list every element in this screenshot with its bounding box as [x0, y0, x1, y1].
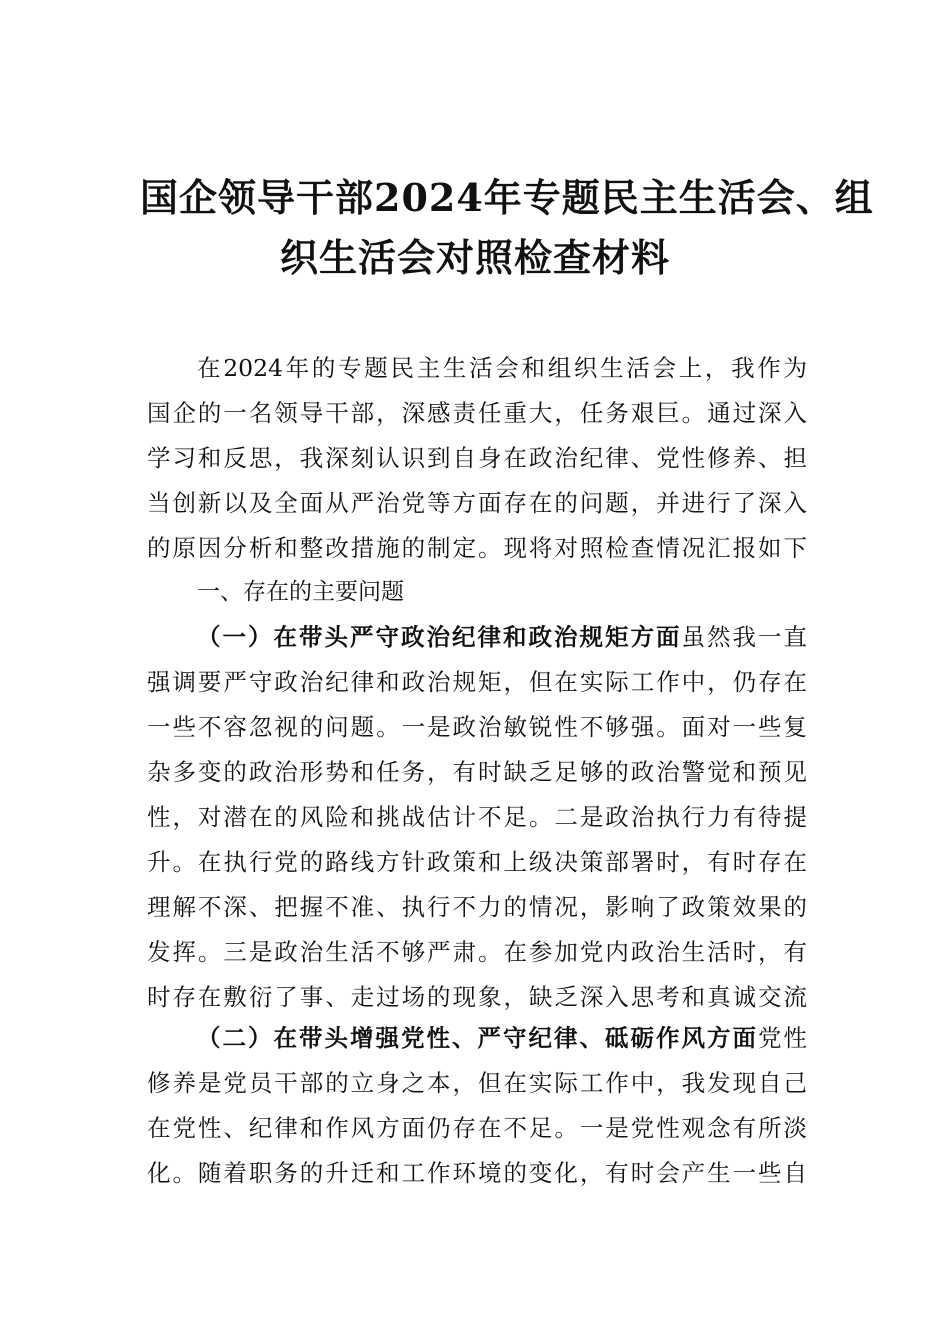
sub2-first-rest: 党性: [758, 1024, 807, 1052]
sub1-line-5: 升。在执行党的路线方针政策和上级决策部署时，有时存在: [147, 848, 807, 876]
sub2-line-1: 修养是党员干部的立身之本，但在实际工作中，我发现自己: [147, 1069, 807, 1097]
sub1-first-line: [197, 615, 807, 659]
sub1-line-3: 杂多变的政治形势和任务，有时缺乏足够的政治警觉和预见: [147, 758, 807, 786]
sub1-first-rest: 虽然我一直: [681, 623, 807, 651]
sub1-line-7: 发挥。三是政治生活不够严肃。在参加党内政治生活时，有: [147, 938, 807, 966]
intro-line-4: 当创新以及全面从严治党等方面存在的问题，并进行了深入: [147, 489, 807, 517]
intro-line-5: 的原因分析和整改措施的制定。现将对照检查情况汇报如下: [147, 534, 807, 562]
sub2-first-line: [197, 1016, 807, 1060]
title-line-2: 织生活会对照检查材料: [279, 235, 670, 280]
document-title: [140, 168, 874, 288]
subheading-2: （二）在带头增强党性、严守纪律、砥砺作风方面: [197, 1024, 758, 1052]
sub1-line-4: 性，对潜在的风险和挑战估计不足。二是政治执行力有待提: [147, 803, 807, 831]
intro-line-1: 在2024年的专题民主生活会和组织生活会上，我作为: [197, 354, 807, 382]
sub1-line-1: 强调要严守政治纪律和政治规矩，但在实际工作中，仍存在: [147, 668, 807, 696]
sub1-line-2: 一些不容忽视的问题。一是政治敏锐性不够强。面对一些复: [147, 713, 807, 741]
title-line-1: 国企领导干部2024年专题民主生活会、组: [140, 175, 874, 220]
intro-line-3: 学习和反思，我深刻认识到自身在政治纪律、党性修养、担: [147, 444, 807, 472]
section-heading-1: 一、存在的主要问题: [197, 579, 404, 605]
sub1-line-8: 时存在敷衍了事、走过场的现象，缺乏深入思考和真诚交流: [147, 983, 807, 1011]
sub2-line-3: 化。随着职务的升迁和工作环境的变化，有时会产生一些自: [147, 1159, 807, 1187]
subheading-1: （一）在带头严守政治纪律和政治规矩方面: [197, 623, 682, 651]
intro-line-2: 国企的一名领导干部，深感责任重大，任务艰巨。通过深入: [147, 399, 807, 427]
sub2-line-2: 在党性、纪律和作风方面仍存在不足。一是党性观念有所淡: [147, 1114, 807, 1142]
sub1-line-6: 理解不深、把握不准、执行不力的情况，影响了政策效果的: [147, 893, 807, 921]
